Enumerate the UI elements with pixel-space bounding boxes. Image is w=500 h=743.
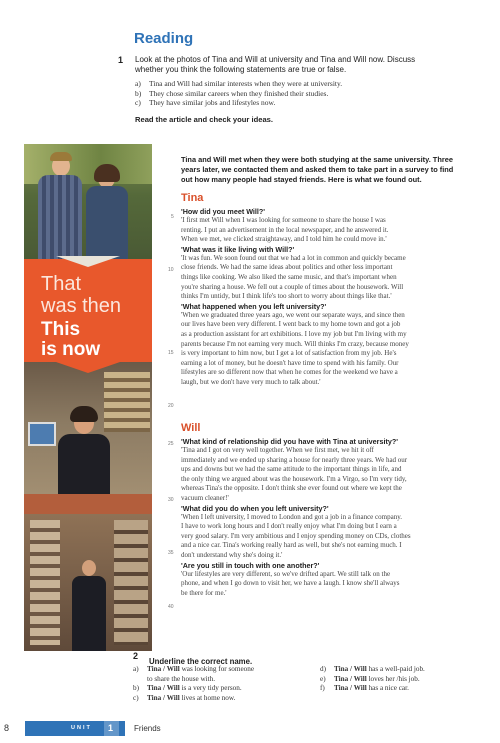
tina-section — [181, 192, 481, 388]
option-item: c) They have similar jobs and lifestyles now. — [135, 98, 276, 108]
interview-question: 'What happened when you left university?' — [181, 301, 327, 311]
answer-line: earning a lot of money, but he doesn't have time to spend with his family. Our — [181, 358, 399, 367]
section-heading: Reading — [134, 30, 194, 47]
question-text-line: whether you think the following statements are true or false. — [135, 65, 347, 74]
option-item: b) They chose similar careers when they finished their studies. — [135, 88, 329, 98]
answer-line: the only thing we argued about was the housework. I'm a Virgo, so I'm very tidy, — [181, 474, 407, 483]
photo-students-outdoors — [24, 144, 152, 259]
line-number: 35 — [168, 550, 174, 556]
answer-line: our lives have been very different. I went back to my home town and got a job — [181, 320, 401, 329]
then-text: was then — [41, 295, 122, 317]
unit-number: 1 — [108, 723, 114, 733]
q2-item: a) Tina / Will was looking for someone — [133, 665, 255, 673]
q2-item: f) Tina / Will has a nice car. — [320, 684, 409, 693]
question-title: Underline the correct name. — [149, 657, 253, 666]
q2-item-cont: to share the house with. — [147, 674, 216, 683]
unit-label: UNIT — [71, 725, 92, 731]
question-text-line: Look at the photos of Tina and Will at university and Tina and Will now. Discuss — [135, 55, 416, 64]
answer-line: immediately and we ended up sharing a house for nearly three years. We had our — [181, 455, 408, 464]
option-item: a) Tina and Will had similar interests when they were at university. — [135, 79, 343, 88]
answer-line: very good salary. I'm very ambitious and I enjoy spending money on CDs, clothes — [181, 531, 411, 540]
interview-question: 'Are you still in touch with one another?' — [181, 560, 320, 570]
question-1 — [118, 55, 488, 125]
q2-right-column — [320, 665, 485, 694]
answer-line: whereas Tina's the opposite. I don't think she ever found out where we kept the — [181, 484, 402, 493]
q2-item: b) Tina / Will is a very tidy person. — [133, 684, 242, 693]
answer-line: 'I first met Will when I was looking for someone to share the house I was — [181, 216, 386, 224]
answer-line: close friends. We had the same ideas about politics and other less important — [181, 263, 393, 272]
q2-item: e) Tina / Will loves her /his job. — [320, 674, 420, 683]
page-number: 8 — [4, 723, 10, 733]
answer-line: 'Tina and I got on very well together. When we first met, we hit it off — [181, 446, 375, 454]
instruction: Read the article and check your ideas. — [135, 114, 274, 124]
answer-line: renting. I put an advertisement in the local newspaper, and he answered it. — [181, 225, 389, 234]
photo-will-city — [24, 514, 152, 651]
line-number: 20 — [168, 403, 174, 409]
line-number: 40 — [168, 604, 174, 610]
then-now-panel — [24, 259, 152, 362]
answer-line: laugh, but we don't have very much to talk about.' — [181, 377, 321, 386]
answer-line: is very important to him now, but I get a lot of satisfaction from my job. He's — [181, 349, 397, 358]
interview-question: 'What kind of relationship did you have with Tina at university?' — [181, 437, 398, 446]
q2-item: d) Tina / Will has a well-paid job. — [320, 665, 425, 673]
photo-tina-office — [24, 362, 152, 514]
question-number: 2 — [133, 651, 139, 661]
q2-left-column — [133, 665, 313, 703]
tina-name-heading: Tina — [181, 192, 204, 204]
answer-line: as a production assistant for art exhibitions. I love my job but I'm living with my — [181, 329, 407, 338]
now-text: is now — [41, 339, 101, 360]
answer-line: 'When we graduated three years ago, we went our separate ways, and since then — [181, 310, 405, 319]
answer-line: When we met, we clicked straightaway, and I told him he could move in.' — [181, 235, 387, 244]
line-number: 30 — [168, 497, 174, 503]
interview-question: 'What was it like living with Will?' — [181, 244, 295, 254]
section-name: Friends — [134, 724, 161, 733]
answer-line: be there for me.' — [181, 588, 227, 597]
unit-bar — [25, 721, 125, 736]
answer-line: 'Our lifestyles are very different, so we've drifted apart. We still talk on the — [181, 569, 391, 578]
question-number: 1 — [118, 55, 124, 65]
answer-line: you're sharing a house. We fell out a couple of times about the housework. Will — [181, 282, 404, 291]
interview-question: 'What did you do when you left university?' — [181, 503, 329, 513]
line-number: 5 — [171, 214, 174, 220]
then-text: That — [41, 273, 82, 295]
q2-item: c) Tina / Will lives at home now. — [133, 693, 236, 702]
answer-line: thinks I'm untidy, but I think life's too short to worry about things like that.' — [181, 292, 392, 301]
answer-line: lifestyles are so different now that when he comes for the weekend we have a — [181, 368, 398, 377]
answer-line: phone, and when I go down to visit her, we have a laugh. I know she'll always — [181, 579, 400, 588]
answer-line: 'When I left university, I moved to London and got a job in a finance company. — [181, 512, 402, 521]
answer-line: ups and downs but we had the same attitude to the important things in life, and — [181, 465, 402, 474]
article-intro: Tina and Will met when they were both studying at the same university. Three years later, we contacted them and asked them to take part in a survey to find out how many people had stayed friends. Here is what we found out. — [181, 155, 454, 184]
answer-line: parents because I'm not earning very much. Will thinks I'm crazy, because money — [181, 339, 409, 348]
line-number: 10 — [168, 267, 174, 273]
interview-question: 'How did you meet Will?' — [181, 207, 266, 216]
answer-line: I have to work long hours and I don't really enjoy what I'm doing but I earn a — [181, 522, 397, 531]
answer-line: don't understand why she's doing it.' — [181, 550, 283, 559]
answer-line: 'It was fun. We soon found out that we had a lot in common and quickly became — [181, 253, 406, 262]
photo-column — [24, 144, 152, 651]
will-section — [181, 422, 481, 598]
answer-line: and a nice car. Tina's working really hard as well, but she's not earning much. I — [181, 541, 402, 550]
will-name-heading: Will — [181, 422, 201, 434]
answer-line: vacuum cleaner!' — [181, 493, 229, 502]
line-number: 15 — [168, 350, 174, 356]
answer-line: things like cooking. We also liked the same music, and that's important when — [181, 272, 397, 281]
now-text: This — [41, 319, 81, 340]
line-number: 25 — [168, 441, 174, 447]
